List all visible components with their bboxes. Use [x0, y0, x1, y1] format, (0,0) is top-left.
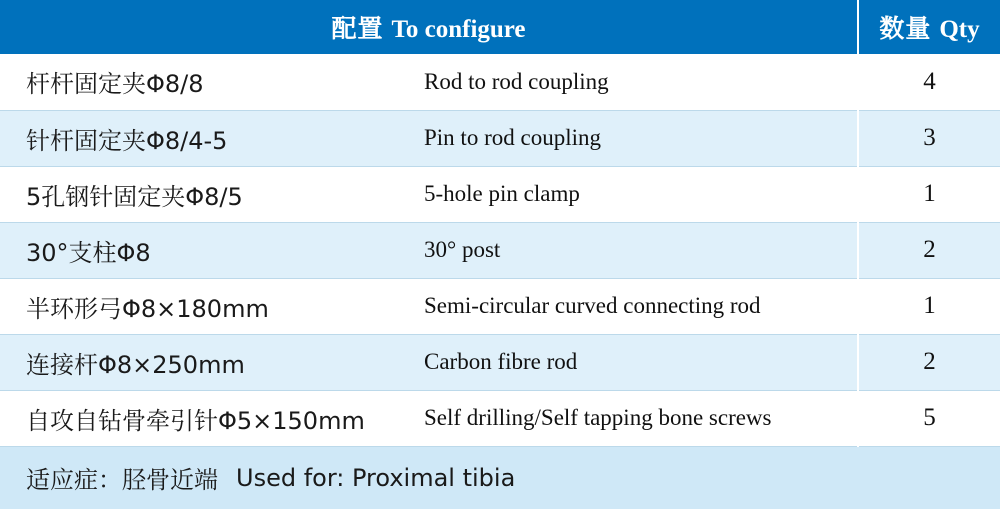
- row-qty: 1: [858, 166, 1000, 222]
- header-configure-en: To configure: [391, 16, 526, 43]
- row-qty: 5: [858, 390, 1000, 446]
- row-qty: 2: [858, 334, 1000, 390]
- row-name-en: Carbon fibre rod: [420, 334, 858, 390]
- table-row: [0, 54, 1000, 110]
- row-qty: 2: [858, 222, 1000, 278]
- header-qty-en: Qty: [939, 16, 980, 43]
- row-qty: 1: [858, 278, 1000, 334]
- row-qty: 4: [858, 54, 1000, 110]
- row-name-en: Pin to rod coupling: [420, 110, 858, 166]
- row-name-cn: 30°支柱Φ8: [0, 222, 420, 278]
- table-row: [0, 278, 1000, 334]
- row-name-cn: 针杆固定夹Φ8/4-5: [0, 110, 420, 166]
- table-row: [0, 222, 1000, 278]
- header-row: [0, 0, 1000, 54]
- table-header: [0, 0, 1000, 54]
- row-name-en: 5-hole pin clamp: [420, 166, 858, 222]
- header-qty: [858, 0, 1000, 54]
- row-name-en: Self drilling/Self tapping bone screws: [420, 390, 858, 446]
- row-qty: 3: [858, 110, 1000, 166]
- indication-footer: [26, 460, 1000, 495]
- row-name-cn: 连接杆Φ8×250mm: [0, 334, 420, 390]
- indication-en: Used for: Proximal tibia: [236, 463, 516, 492]
- table-row: [0, 390, 1000, 446]
- row-name-en: Rod to rod coupling: [420, 54, 858, 110]
- header-configure: [0, 0, 858, 54]
- table-row: [0, 334, 1000, 390]
- header-qty-cn: 数量: [879, 14, 932, 43]
- row-name-en: 30° post: [420, 222, 858, 278]
- row-name-en: Semi-circular curved connecting rod: [420, 278, 858, 334]
- indication-footer-cell: [0, 446, 1000, 509]
- row-name-cn: 杆杆固定夹Φ8/8: [0, 54, 420, 110]
- header-configure-cn: 配置: [331, 14, 384, 43]
- table-row: [0, 110, 1000, 166]
- row-name-cn: 自攻自钻骨牵引针Φ5×150mm: [0, 390, 420, 446]
- indication-footer-row: [0, 446, 1000, 509]
- row-name-cn: 半环形弓Φ8×180mm: [0, 278, 420, 334]
- indication-cn: 适应症：胫骨近端: [26, 466, 218, 494]
- table-body: [0, 54, 1000, 509]
- row-name-cn: 5孔钢针固定夹Φ8/5: [0, 166, 420, 222]
- table-row: [0, 166, 1000, 222]
